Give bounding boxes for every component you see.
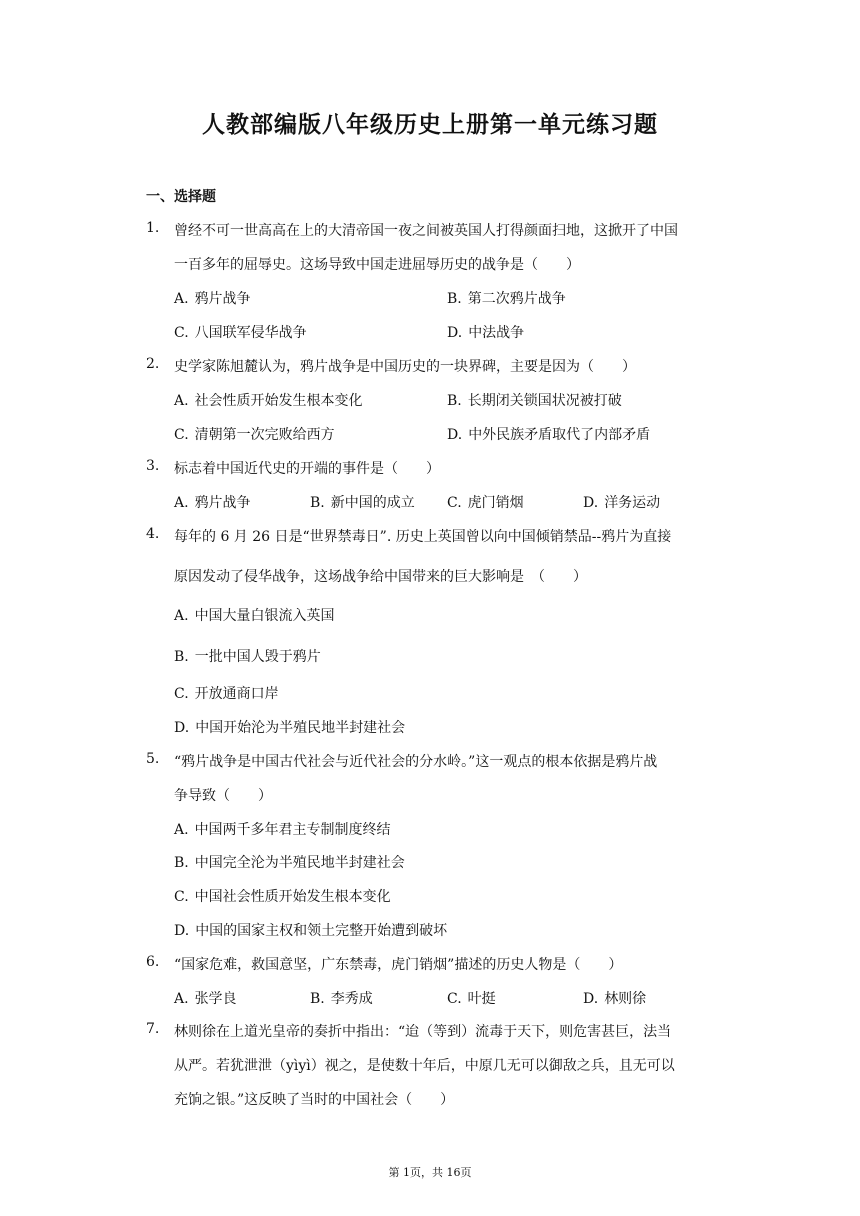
question-text: 曾经不可一世高高在上的大清帝国一夜之间被英国人打得颜面扫地，这掀开了中国 — [174, 223, 678, 239]
option: B. 新中国的成立 — [310, 495, 415, 511]
option: A. 社会性质开始发生根本变化 — [174, 393, 363, 409]
question-number: 6. — [146, 954, 160, 970]
question-number: 7. — [146, 1021, 160, 1037]
option: A. 张学良 — [174, 991, 237, 1007]
option: A. 中国大量白银流入英国 — [174, 608, 335, 624]
page-footer: 第 1页，共 16页 — [388, 1166, 472, 1179]
option: A. 中国两千多年君主专制制度终结 — [174, 822, 391, 838]
section-heading: 一、选择题 — [146, 189, 216, 205]
question-text: 原因发动了侵华战争，这场战争给中国带来的巨大影响是 （ ） — [174, 569, 587, 585]
question-text: 每年的 6 月 26 日是“世界禁毒日”. 历史上英国曾以向中国倾销禁品--鸦片为直接 — [174, 529, 672, 545]
question-text: 标志着中国近代史的开端的事件是（ ） — [174, 461, 440, 477]
option: B. 一批中国人毁于鸦片 — [174, 649, 321, 665]
option: D. 中国的国家主权和领土完整开始遭到破坏 — [174, 923, 448, 939]
option: B. 第二次鸦片战争 — [447, 291, 566, 307]
option: B. 李秀成 — [310, 991, 373, 1007]
question-text: 林则徐在上道光皇帝的奏折中指出：“迨（等到）流毒于天下，则危害甚巨，法当 — [174, 1024, 672, 1040]
question-number: 1. — [146, 220, 160, 236]
option: C. 开放通商口岸 — [174, 686, 279, 702]
question-number: 3. — [146, 458, 160, 474]
option: D. 林则徐 — [583, 991, 647, 1007]
option: D. 中外民族矛盾取代了内部矛盾 — [447, 427, 651, 443]
question-number: 2. — [146, 356, 160, 372]
question-text: “鸦片战争是中国古代社会与近代社会的分水岭。”这一观点的根本依据是鸦片战 — [174, 754, 658, 770]
option: C. 中国社会性质开始发生根本变化 — [174, 889, 391, 905]
option: C. 虎门销烟 — [447, 495, 524, 511]
question-number: 5. — [146, 751, 160, 767]
question-text: 一百多年的屈辱史。这场导致中国走进屈辱历史的战争是（ ） — [174, 257, 580, 273]
option: B. 长期闭关锁国状况被打破 — [447, 393, 622, 409]
question-text: 争导致（ ） — [174, 788, 272, 804]
question-text: 充饷之银。”这反映了当时的中国社会（ ） — [174, 1092, 455, 1108]
option: C. 叶挺 — [447, 991, 496, 1007]
question-text: “国家危难，救国意坚，广东禁毒，虎门销烟”描述的历史人物是（ ） — [174, 957, 623, 973]
question-number: 4. — [146, 526, 160, 542]
option: D. 洋务运动 — [583, 495, 661, 511]
document-title: 人教部编版八年级历史上册第一单元练习题 — [202, 111, 658, 138]
question-text: 从严。若犹泄泄（yìyì）视之，是使数十年后，中原几无可以御敌之兵，且无可以 — [174, 1058, 675, 1074]
option: C. 八国联军侵华战争 — [174, 325, 307, 341]
question-text: 史学家陈旭麓认为，鸦片战争是中国历史的一块界碑，主要是因为（ ） — [174, 359, 636, 375]
option: D. 中国开始沦为半殖民地半封建社会 — [174, 720, 406, 736]
option: A. 鸦片战争 — [174, 291, 251, 307]
option: D. 中法战争 — [447, 325, 525, 341]
option: C. 清朝第一次完败给西方 — [174, 427, 335, 443]
option: A. 鸦片战争 — [174, 495, 251, 511]
option: B. 中国完全沦为半殖民地半封建社会 — [174, 855, 405, 871]
